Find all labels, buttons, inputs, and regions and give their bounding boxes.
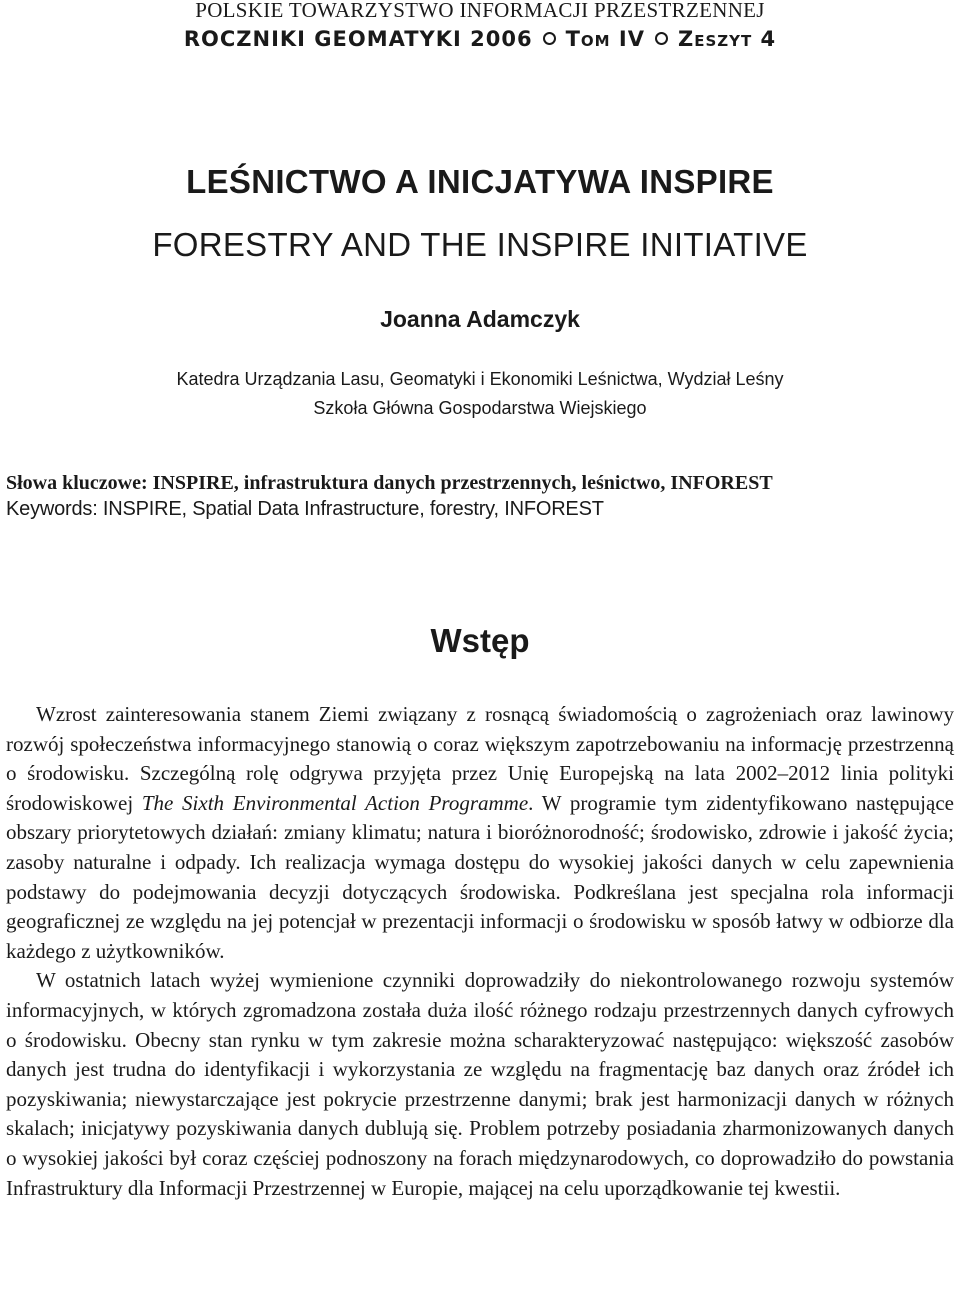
affiliation-line-2: Szkoła Główna Gospodarstwa Wiejskiego — [313, 398, 647, 418]
separator-circle-icon — [543, 32, 556, 45]
separator-circle-icon — [655, 32, 668, 45]
article-body — [6, 700, 954, 1203]
journal-header — [0, 27, 960, 51]
section-heading: Wstęp — [430, 622, 530, 659]
paragraph-1-text-a: Wzrost zainteresowania stanem Ziemi związany z rosnącą świadomością o zagrożeniach oraz lawinowy rozwój społeczeństwa informacyjnego stanowią o coraz większym zapotrzebowaniu na informację przestrzenną o środowisku. Szczególną rolę odgrywa przyjęta przez Unię Europejską na lata 2002–2012 linia polityki środowiskowej — [6, 702, 954, 815]
journal-title: ROCZNIKI GEOMATYKI 2006 — [183, 27, 533, 51]
society-name: POLSKIE TOWARZYSTWO INFORMACJI PRZESTRZENNEJ — [195, 0, 765, 22]
programme-title: The Sixth Environmental Action Programme — [141, 790, 529, 815]
article-title-en: FORESTRY AND THE INSPIRE INITIATIVE — [152, 226, 808, 263]
keywords-en: Keywords: INSPIRE, Spatial Data Infrastructure, forestry, INFOREST — [6, 498, 604, 520]
paragraph-1 — [6, 700, 954, 966]
author-name: Joanna Adamczyk — [380, 306, 580, 332]
journal-volume: Tom IV — [565, 27, 645, 51]
keywords-pl: Słowa kluczowe: INSPIRE, infrastruktura danych przestrzennych, leśnictwo, INFOREST — [6, 472, 773, 494]
paragraph-1-text-b: . W programie tym zidentyfikowano następujące obszary priorytetowych działań: zmiany klimatu; natura i bioróżnorodność; środowisko, zdrowie i jakość życia; zasoby naturalne i odpady. Ich realizacja wymaga dostępu do wysokiej jakości danych w celu zapewnienia podstawy do podejmowania decyzji dotyczących środowiska. Podkreślana jest specjalna rola informacji geograficznej ze względu na jej potencjał w prezentacji informacji o środowisku w sposób łatwy w odbiorze dla każdego z użytkowników. — [6, 790, 954, 963]
journal-issue: Zeszyt 4 — [678, 27, 777, 51]
article-title-pl: LEŚNICTWO A INICJATYWA INSPIRE — [186, 163, 774, 200]
paragraph-2: W ostatnich latach wyżej wymienione czynniki doprowadziły do niekontrolowanego rozwoju systemów informacyjnych, w których zgromadzona została duża ilość różnego rodzaju przestrzennych danych cyfrowych o środowisku. Obecny stan rynku w tym zakresie można scharakteryzować następująco: większość zasobów danych jest trudna do identyfikacji i wykorzystania ze względu na fragmentację baz danych oraz źródeł ich pozyskiwania; niewystarczające jest pokrycie przestrzenne danymi; brak jest harmonizacji danych w różnych skalach; inicjatywy pozyskiwania danych dublują się. Problem potrzeby posiadania zharmonizowanych danych o wysokiej jakości był coraz częściej podnoszony na forach międzynarodowych, co doprowadziło do powstania Infrastruktury dla Informacji Przestrzennej w Europie, mającej na celu uporządkowanie tej kwestii. — [6, 968, 954, 1200]
affiliation-line-1: Katedra Urządzania Lasu, Geomatyki i Ekonomiki Leśnictwa, Wydział Leśny — [176, 369, 784, 389]
